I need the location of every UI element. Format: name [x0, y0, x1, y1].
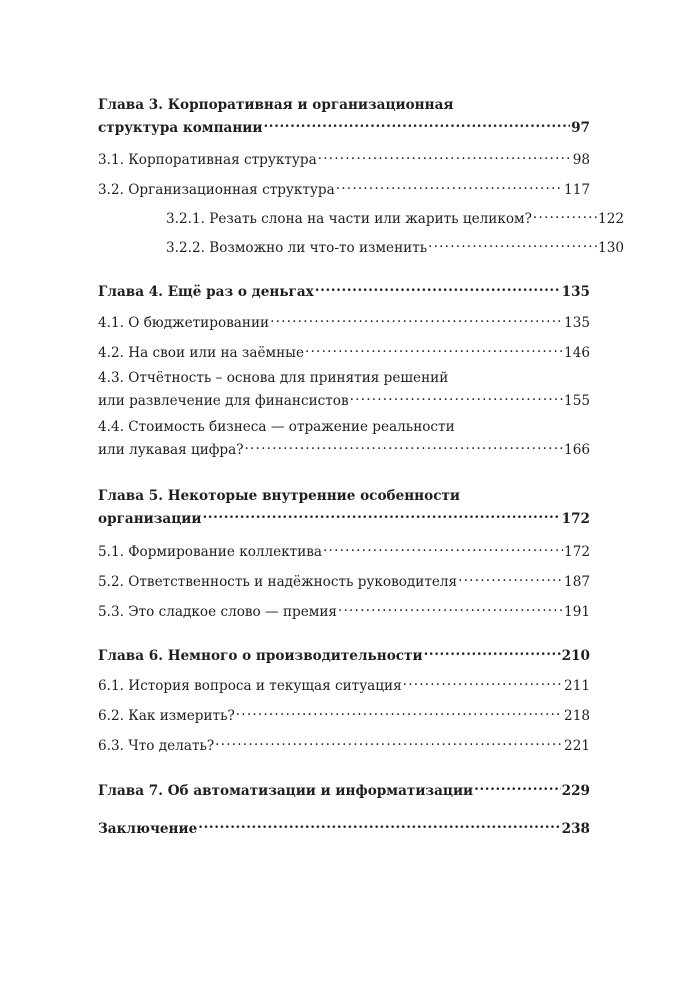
toc-item-3-2[interactable] [98, 176, 590, 198]
chapter-3-page: 97 [571, 120, 590, 136]
toc-item-6-3[interactable] [98, 732, 590, 754]
chapter-4-entry[interactable] [98, 278, 590, 300]
toc-item-page: 187 [564, 574, 590, 590]
toc-line [98, 436, 590, 458]
toc-item-title: 5.3. Это сладкое слово — премия [98, 604, 337, 620]
chapter-7-entry[interactable] [98, 777, 590, 799]
toc-item-title: 3.1. Корпоративная структура [98, 152, 317, 168]
chapter-4-title: Глава 4. Ещё раз о деньгах [98, 284, 314, 300]
chapter-7-title: Глава 7. Об автоматизации и информатизации [98, 783, 474, 799]
toc-item-title: 4.1. О бюджетировании [98, 315, 270, 331]
dot-leader [270, 309, 563, 327]
dot-leader [215, 732, 563, 750]
chapter-4-page: 135 [561, 284, 590, 300]
toc-item-4-2[interactable] [98, 339, 590, 361]
toc-item-page: 122 [598, 211, 624, 227]
toc-item-5-3[interactable] [98, 598, 590, 620]
toc-item-title-line2: или лукавая цифра? [98, 442, 244, 458]
dot-leader [202, 505, 560, 523]
dot-leader [403, 672, 563, 690]
dot-leader [336, 176, 563, 194]
toc-item-4-3[interactable] [98, 369, 590, 409]
dot-leader [236, 702, 563, 720]
toc-item-title: 5.2. Ответственность и надёжность руководителя [98, 574, 458, 590]
toc-item-page: 155 [564, 393, 590, 409]
toc-item-title: 6.2. Как измерить? [98, 708, 235, 724]
dot-leader [245, 436, 564, 454]
conclusion-entry[interactable] [98, 815, 590, 837]
toc-item-page: 172 [564, 544, 590, 560]
dot-leader [350, 387, 563, 405]
dot-leader [474, 777, 561, 795]
toc-item-6-2[interactable] [98, 702, 590, 724]
chapter-6-entry[interactable] [98, 642, 590, 664]
toc-item-page: 146 [564, 345, 590, 361]
chapter-5-title-line1: Глава 5. Некоторые внутренние особенности [98, 488, 460, 504]
toc-line [98, 505, 590, 527]
toc-item-page: 135 [564, 315, 590, 331]
toc-item-6-1[interactable] [98, 672, 590, 694]
dot-leader [198, 815, 560, 833]
toc-item-page: 218 [564, 708, 590, 724]
toc-item-5-2[interactable] [98, 568, 590, 590]
toc-line [98, 387, 590, 409]
toc-item-5-1[interactable] [98, 538, 590, 560]
toc-item-title: 3.2. Организационная структура [98, 182, 335, 198]
dot-leader [305, 339, 563, 357]
conclusion-title: Заключение [98, 821, 198, 837]
chapter-3-title-line2: структура компании [98, 120, 263, 136]
toc-item-page: 130 [598, 240, 624, 256]
toc-item-page: 166 [564, 442, 590, 458]
dot-leader [315, 278, 561, 296]
toc-item-3-1[interactable] [98, 146, 590, 168]
chapter-3-entry[interactable] [98, 96, 590, 136]
toc-item-title-line1: 4.3. Отчётность – основа для принятия решений [98, 370, 449, 386]
dot-leader [323, 538, 563, 556]
toc-item-page: 221 [564, 738, 590, 754]
toc-item-page: 191 [564, 604, 590, 620]
dot-leader [428, 234, 597, 252]
toc-item-3-2-2[interactable] [132, 234, 624, 256]
chapter-5-title-line2: организации [98, 511, 202, 527]
chapter-5-entry[interactable] [98, 487, 590, 527]
toc-item-page: 211 [564, 678, 590, 694]
chapter-6-title: Глава 6. Немного о производительности [98, 648, 423, 664]
toc-item-title: 3.2.1. Резать слона на части или жарить целиком? [166, 211, 532, 227]
toc-item-title: 6.1. История вопроса и текущая ситуация [98, 678, 402, 694]
toc-item-title: 5.1. Формирование коллектива [98, 544, 323, 560]
toc-item-3-2-1[interactable] [132, 205, 624, 227]
toc-item-4-4[interactable] [98, 418, 590, 458]
chapter-6-page: 210 [561, 648, 590, 664]
toc-item-title: 4.2. На свои или на заёмные [98, 345, 304, 361]
conclusion-page: 238 [561, 821, 590, 837]
toc-item-title: 6.3. Что делать? [98, 738, 215, 754]
dot-leader [533, 205, 597, 223]
chapter-7-page: 229 [561, 783, 590, 799]
toc-item-title-line1: 4.4. Стоимость бизнеса — отражение реальности [98, 419, 455, 435]
chapter-5-page: 172 [561, 511, 590, 527]
dot-leader [338, 598, 563, 616]
toc-item-4-1[interactable] [98, 309, 590, 331]
dot-leader [263, 114, 570, 132]
toc-item-title-line2: или развлечение для финансистов [98, 393, 349, 409]
toc-item-page: 98 [572, 152, 590, 168]
toc-item-page: 117 [564, 182, 590, 198]
dot-leader [424, 642, 561, 660]
toc-line [98, 114, 590, 136]
dot-leader [318, 146, 572, 164]
dot-leader [458, 568, 563, 586]
toc-item-title: 3.2.2. Возможно ли что-то изменить [166, 240, 428, 256]
chapter-3-title-line1: Глава 3. Корпоративная и организационная [98, 97, 454, 113]
